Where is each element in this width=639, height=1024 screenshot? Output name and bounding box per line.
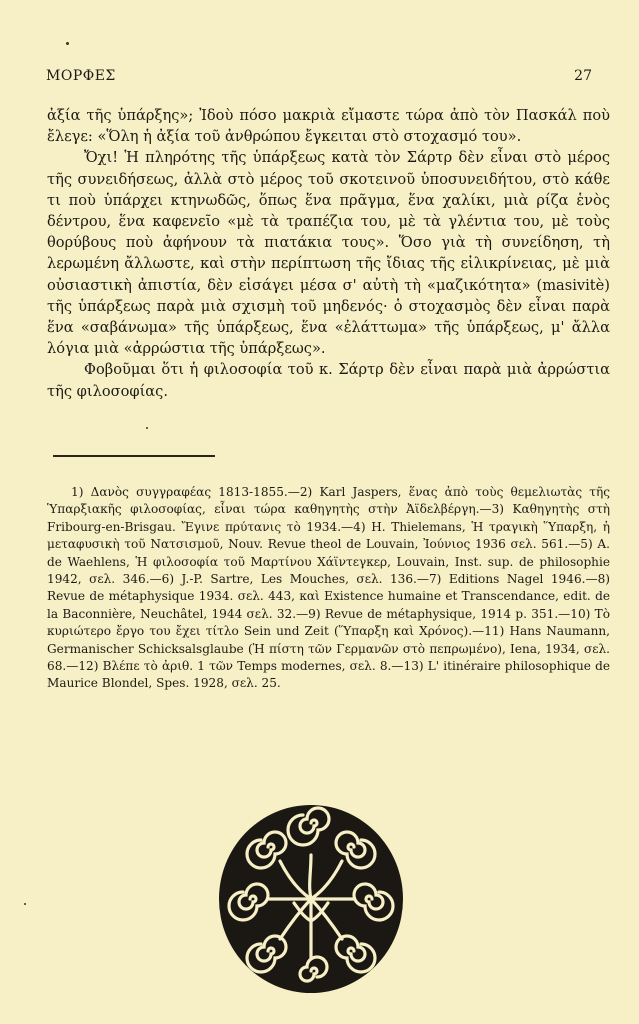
footnotes <box>47 484 610 693</box>
footnote-text: 1) Δανὸς συγγραφέας 1813-1855.—2) Karl Jaspers, ἕνας ἀπὸ τοὺς θεμελιωτὰς τῆς Ὑπαρξιακῆς φιλοσοφίας, εἶναι τώρα καθηγητὴς στὴν Ἀϊδελβέργη.—3) Καθηγητὴς στὴ Fribourg-en-Brisgau. Ἔγινε πρύτανις τὸ 1934.—4) H. Thielemans, Ἡ τραγικὴ Ὕπαρξη, ἡ μεταφυσικὴ τοῦ Νατσισμοῦ, Nouv. Revue theol de Louvain, Ἰούνιος 1936 σελ. 561.—5) A. de Waehlens, Ἡ φιλοσοφία τοῦ Μαρτίνου Χάϊντεγκερ, Louvain, Inst. sup. de philosophie 1942, σελ. 346.—6) J.-P. Sartre, Les Mouches, σελ. 136.—7) Editions Nagel 1946.—8) Revue de métaphysique 1934. σελ. 443, καὶ Existence humaine et Transcendance, edit. de la Baconnière, Neuchâtel, 1944 σελ. 32.—9) Revue de métaphysique, 1914 p. 351.—10) Τὸ κυριώτερο ἔργο του ἔχει τίτλο Sein und Zeit (Ὕπαρξη καὶ Χρόνος).—11) Hans Naumann, Germanischer Schicksalsglaube (Ἡ πίστη τῶν Γερμανῶν στὸ πεπρωμένο), Iena, 1934, σελ. 68.—12) Βλέπε τὸ ἀριθ. 1 τῶν Temps modernes, σελ. 8.—13) L' itinéraire philosophique de Maurice Blondel, Spes. 1928, σελ. 25. <box>47 485 610 691</box>
tendril <box>310 855 311 899</box>
spiral-ornament-icon <box>216 803 406 995</box>
paragraph: ἀξία τῆς ὑπάρξης»; Ἰδοὺ πόσο μακριὰ εἴμαστε τώρα ἀπὸ τὸν Πασκάλ ποὺ ἔλεγε: «Ὅλη ἡ ἀξία τοῦ ἀνθρώπου ἔγκειται στὸ στοχασμό του». <box>47 107 610 146</box>
ink-speck <box>66 42 69 45</box>
page-header <box>46 68 592 90</box>
ink-speck <box>24 903 26 905</box>
ink-speck <box>146 427 148 429</box>
paragraph: Ὄχι! Ἡ πληρότης τῆς ὑπάρξεως κατὰ τὸν Σάρτρ δὲν εἶναι στὸ μέρος τῆς συνειδήσεως, ἀλλὰ στὸ μέρος τοῦ σκοτεινοῦ ὑποσυνειδήτου, στὸ κάθε τι ποὺ ὑπάρχει κτηνωδῶς, ὅπως ἕνα πρᾶγμα, ἕνα χαλίκι, μιὰ ρίζα ἑνὸς δέντρου, ἕνα καφενεῖο «μὲ τὰ τραπέζια του, μὲ τὰ γλέντια του, μὲ τοὺς θορύβους ποὺ ἀφήνουν τὰ πιατάκια τους». Ὅσο γιὰ τὴ συνείδηση, τὴ λερωμένη ἄλλωστε, καὶ στὴν περίπτωση τῆς ἴδιας τῆς εἰλικρίνειας, μὲ μιὰ οὐσιαστικὴ ἀπιστία, δὲν εἰσάγει μέσα σ' αὐτὴ τὴ «μαζικότητα» (masivitè) τῆς ὑπάρξεως παρὰ μιὰ σχισμὴ τοῦ μηδενός· ὁ στοχασμὸς δὲν εἶναι παρὰ ἕνα «σαβάνωμα» τῆς ὑπάρξεως, ἕνα «ἐλάττωμα» τῆς ὑπάρξεως, μ' ἄλλα λόγια μιὰ «ἀρρώστια τῆς ὑπάρξεως». <box>47 149 610 358</box>
paragraph: Φοβοῦμαι ὅτι ἡ φιλοσοφία τοῦ κ. Σάρτρ δὲν εἶναι παρὰ μιὰ ἀρρώστια τῆς φιλοσοφίας. <box>47 361 610 400</box>
main-text <box>47 105 610 402</box>
footnote-separator <box>53 455 215 457</box>
page-number: 27 <box>574 68 592 84</box>
journal-title: ΜΟΡΦΕΣ <box>46 68 116 84</box>
